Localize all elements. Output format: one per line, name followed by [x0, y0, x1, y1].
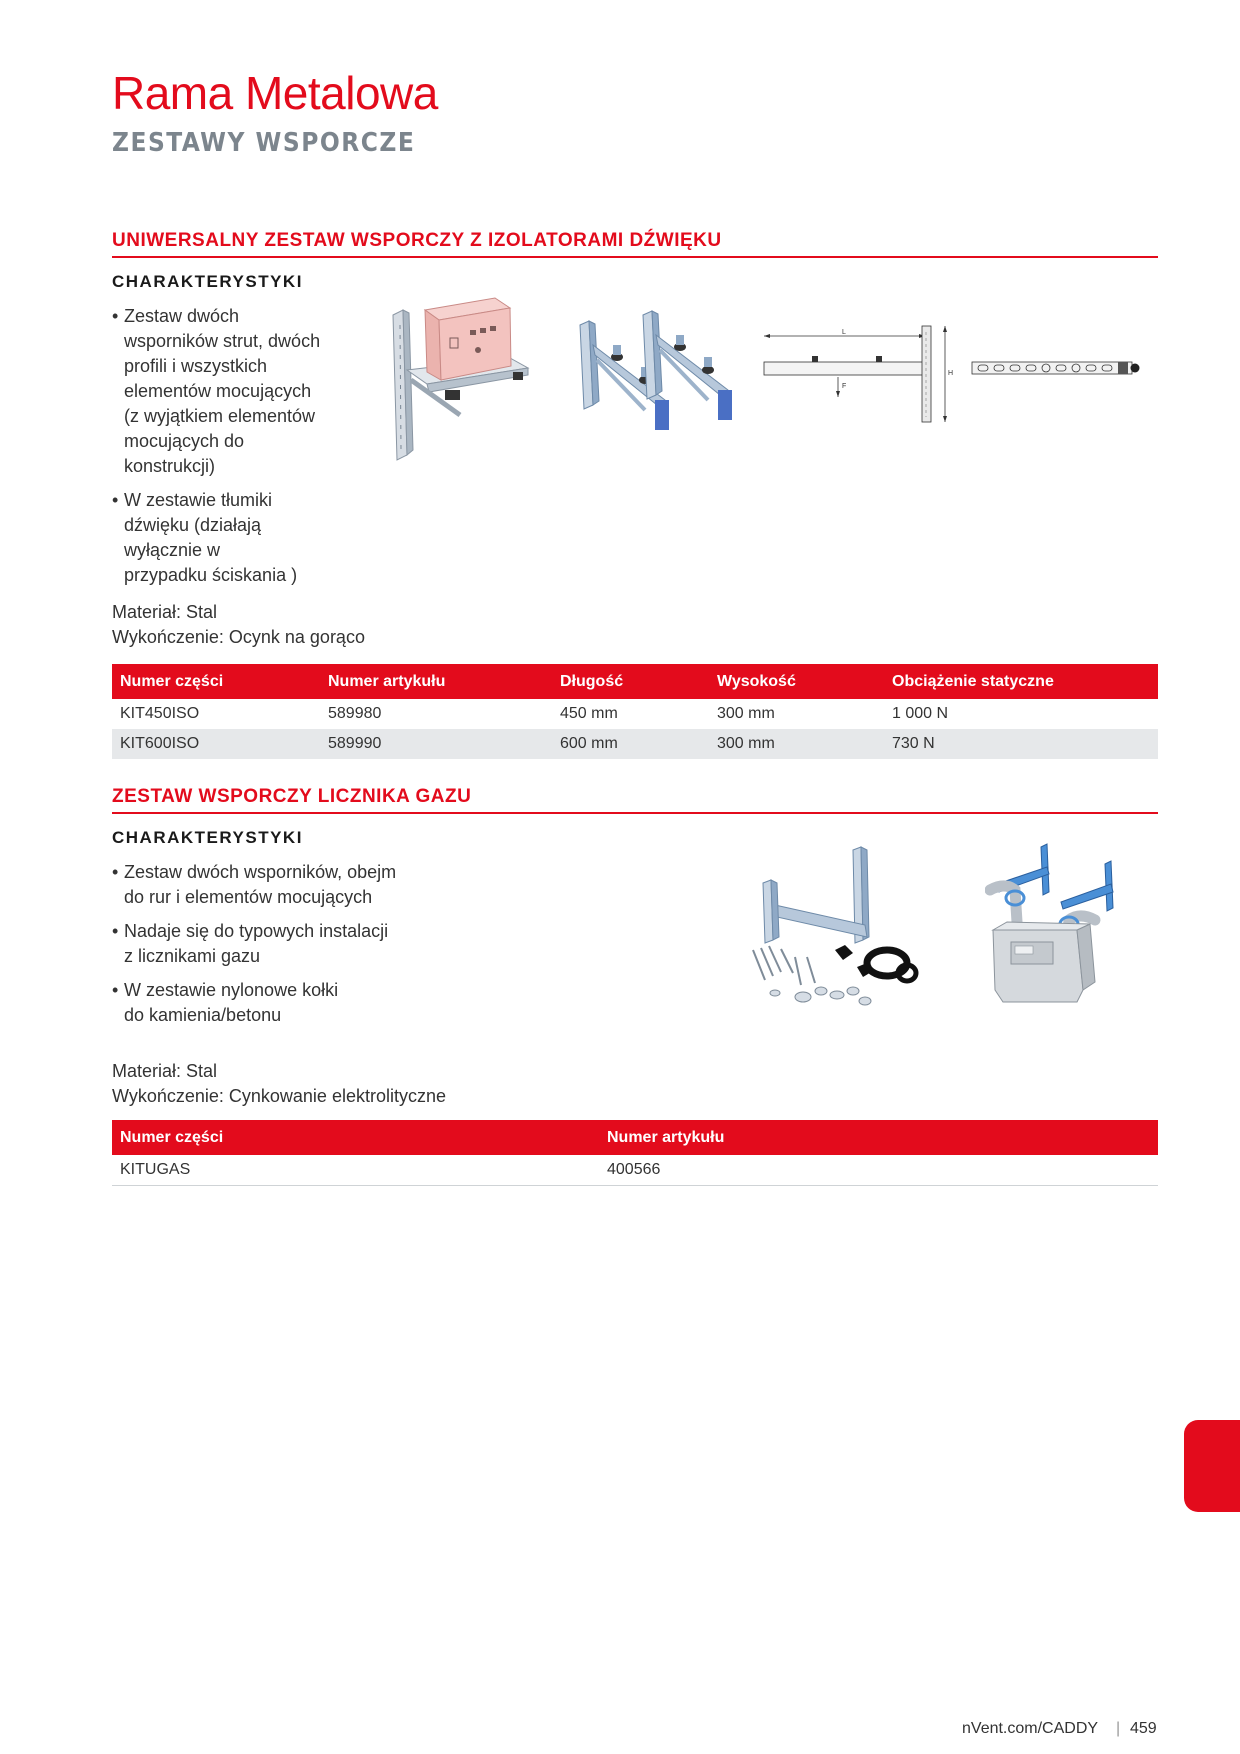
column-header: Obciążenie statyczne — [884, 664, 1158, 699]
footer-separator: | — [1116, 1720, 1121, 1737]
list-item: • W zestawie tłumiki dźwięku (działają wyłącznie w przypadku ściskania ) — [112, 488, 362, 588]
page-title: Rama Metalowa — [112, 67, 438, 119]
table-cell: KIT450ISO — [120, 705, 200, 722]
table-cell: 300 mm — [709, 729, 884, 759]
table-cell: 589980 — [328, 705, 382, 722]
table-cell: 400566 — [599, 1155, 1158, 1185]
page-subtitle: ZESTAWY WSPORCZE — [112, 128, 416, 158]
section-heading-gas-meter-kit: ZESTAW WSPORCZY LICZNIKA GAZU — [112, 786, 1158, 814]
two-brackets-image — [575, 305, 740, 440]
gas-kit-parts-image — [745, 845, 920, 1010]
chapter-tab — [1184, 1420, 1240, 1512]
material-text: Materiał: Stal — [112, 1061, 218, 1081]
column-header: Numer części — [112, 1120, 599, 1155]
page-number: 459 — [1130, 1720, 1157, 1737]
list-item: • Zestaw dwóch wsporników, obejm do rur i elementów mocujących — [112, 860, 472, 910]
table-cell: 730 N — [884, 729, 1158, 759]
footer-site: nVent.com/CADDY — [962, 1720, 1099, 1737]
table-cell: 450 mm — [560, 705, 618, 722]
column-header: Wysokość — [709, 664, 884, 699]
gas-kit-spec-table — [112, 1120, 1158, 1186]
list-item: • Zestaw dwóch wsporników strut, dwóch profili i wszystkich elementów mocujących (z wyjątkiem elementów mocujących do konstrukcji) — [112, 304, 362, 479]
column-header: Numer artykułu — [599, 1120, 1158, 1155]
table-cell: 589990 — [320, 729, 552, 759]
table-header-row — [112, 1120, 1158, 1155]
feature-list — [112, 860, 472, 1037]
force-label: F — [842, 383, 847, 390]
table-cell: 1 000 N — [892, 705, 949, 722]
iso-kit-spec-table — [112, 664, 1158, 759]
table-cell: KIT600ISO — [112, 729, 320, 759]
table-row — [112, 699, 1158, 729]
table-cell: 300 mm — [717, 705, 775, 722]
section-heading-iso-kit: UNIWERSALNY ZESTAW WSPORCZY Z IZOLATORAMI DŹWIĘKU — [112, 230, 1158, 258]
bracket-with-box-image — [385, 280, 530, 465]
channel-top-view-image — [970, 357, 1140, 379]
table-row — [112, 1155, 1158, 1185]
table-row — [112, 729, 1158, 759]
table-header-row — [112, 664, 1158, 699]
height-label: H — [948, 370, 954, 377]
dimension-drawing-image — [760, 322, 955, 427]
finish-text: Wykończenie: Ocynk na gorąco — [112, 627, 365, 647]
finish-text: Wykończenie: Cynkowanie elektrolityczne — [112, 1086, 446, 1106]
column-header: Numer artykułu — [320, 664, 552, 699]
list-item: • W zestawie nylonowe kołki do kamienia/betonu — [112, 978, 472, 1028]
characteristics-heading: CHARAKTERYSTYKI — [112, 272, 303, 291]
length-label: L — [842, 329, 846, 336]
table-cell: 600 mm — [552, 729, 709, 759]
table-cell: KITUGAS — [112, 1155, 599, 1185]
characteristics-heading: CHARAKTERYSTYKI — [112, 828, 303, 847]
material-info — [112, 1059, 446, 1109]
feature-list — [112, 304, 362, 597]
list-item: • Nadaje się do typowych instalacji z licznikami gazu — [112, 919, 472, 969]
material-info — [112, 600, 365, 650]
gas-meter-installed-image — [985, 842, 1115, 1012]
material-text: Materiał: Stal — [112, 602, 218, 622]
column-header: Długość — [552, 664, 709, 699]
column-header: Numer części — [112, 664, 320, 699]
